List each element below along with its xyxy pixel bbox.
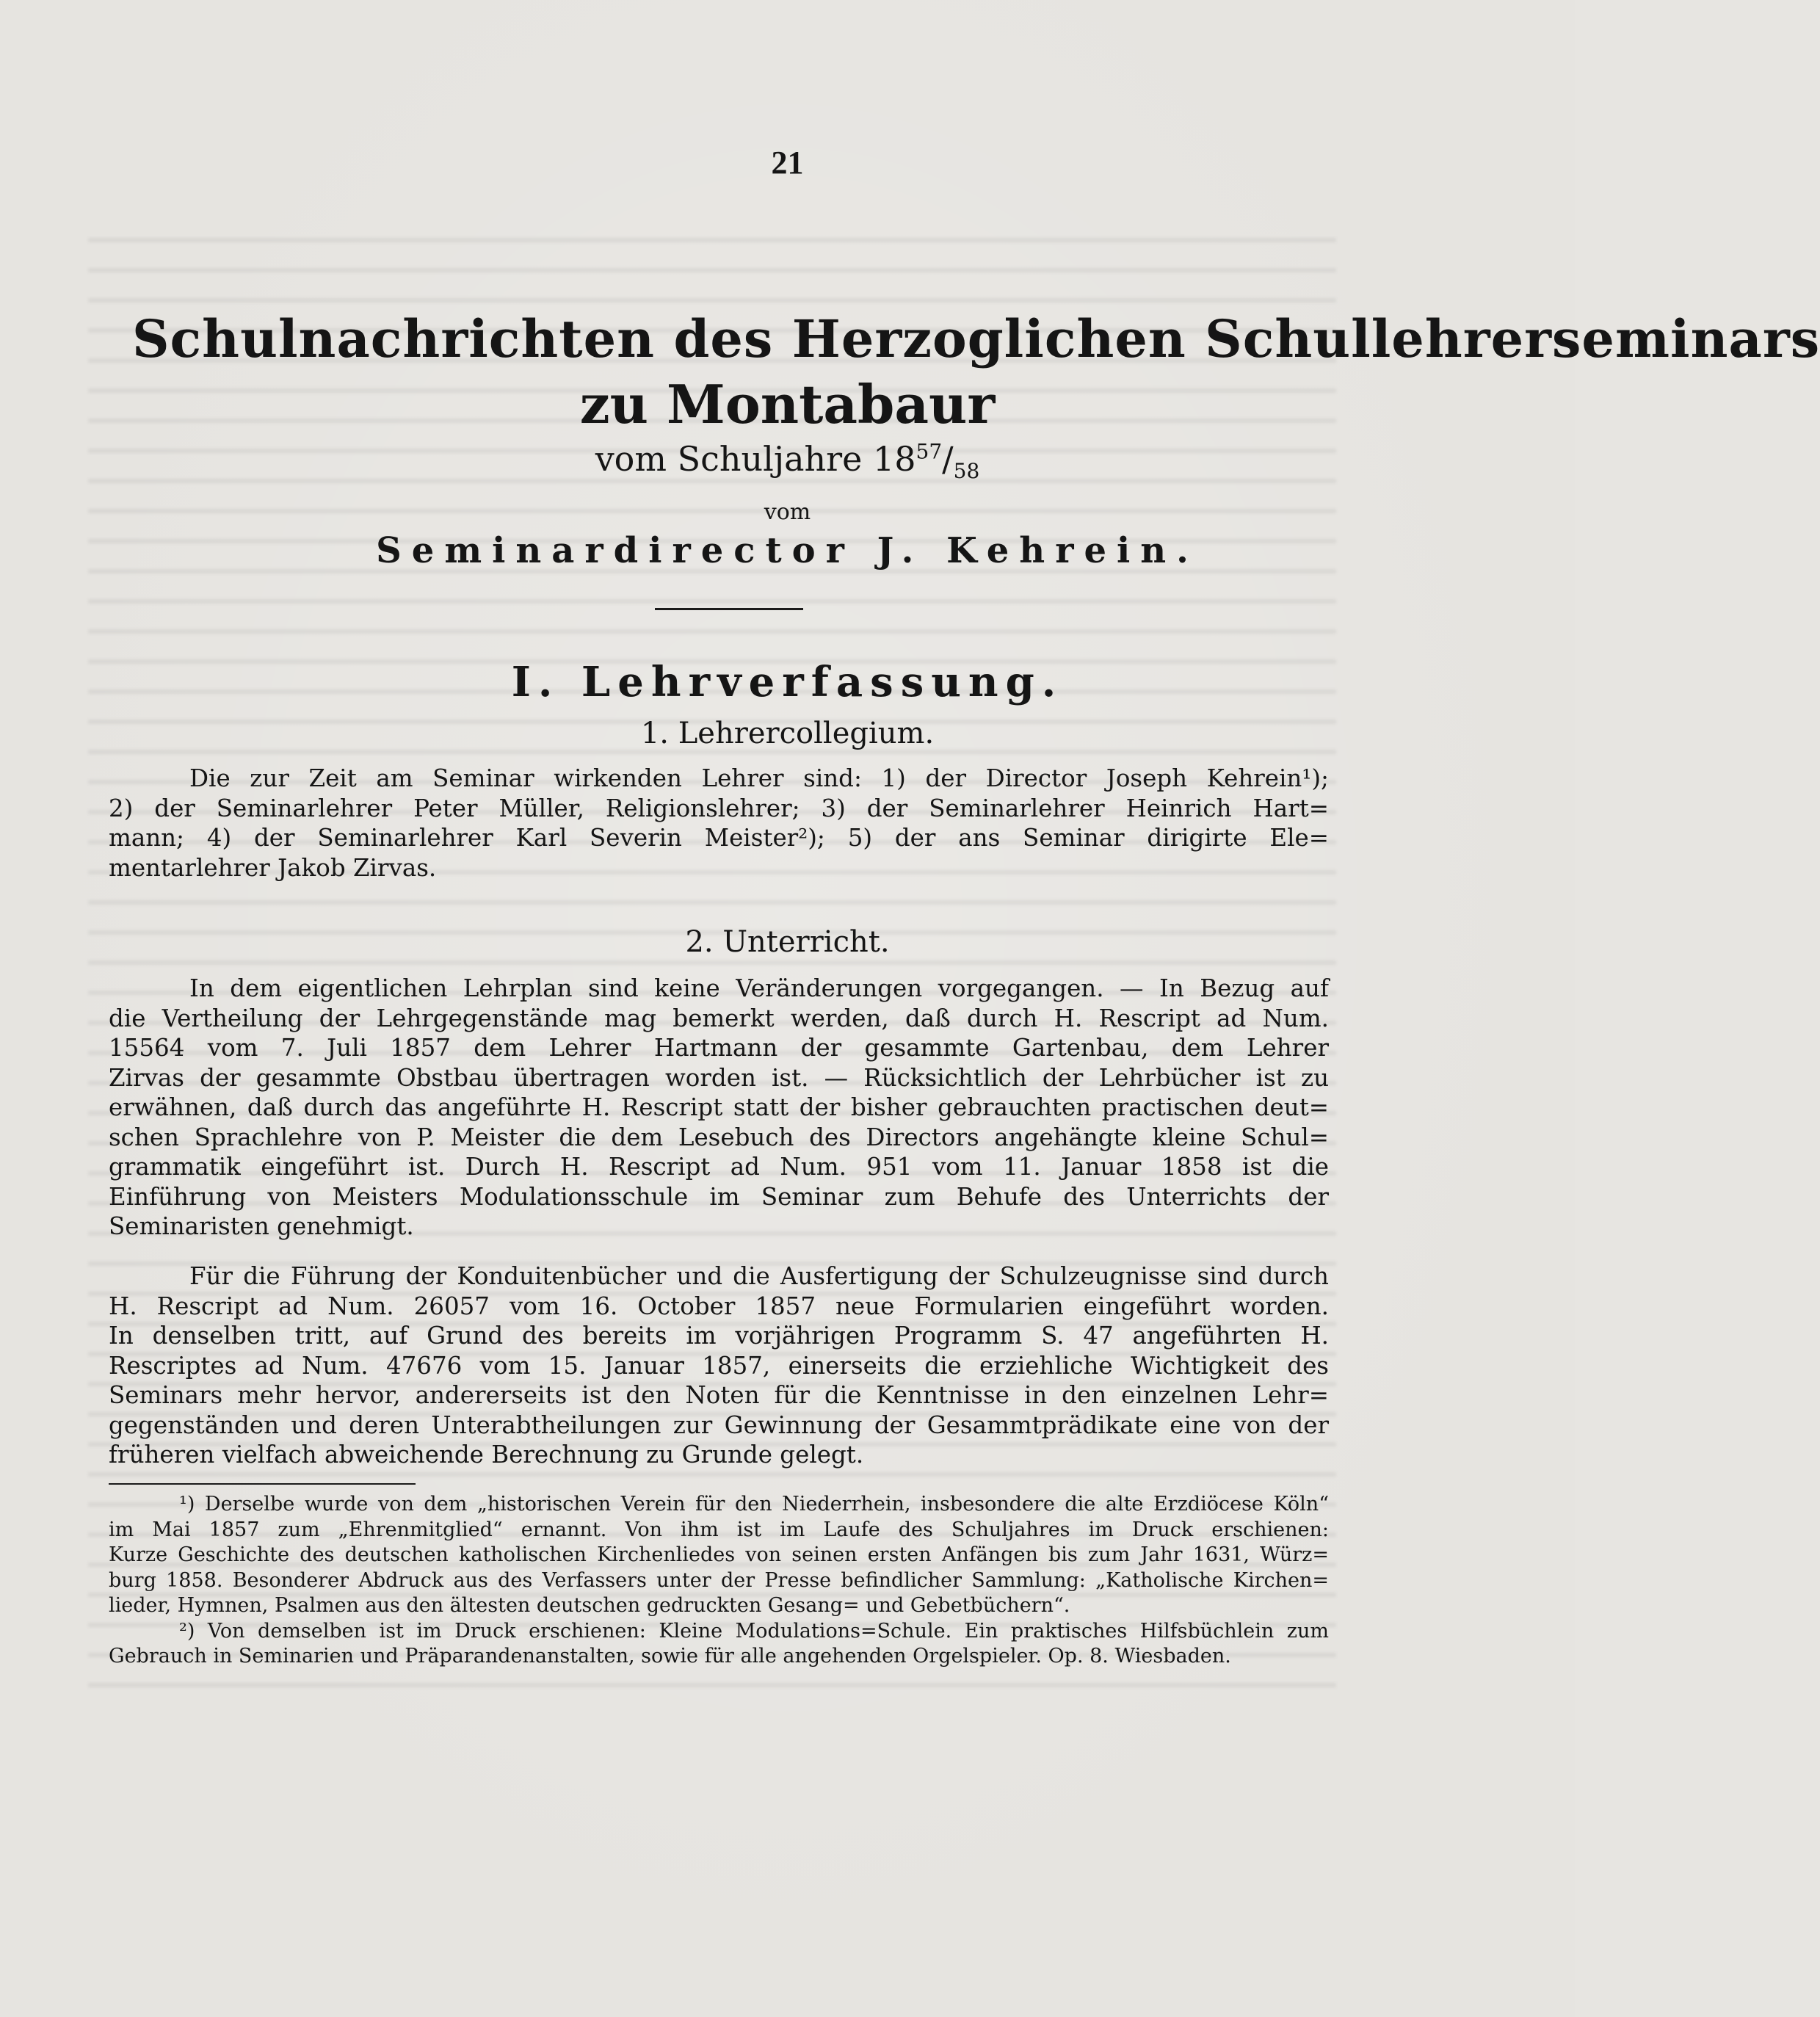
subsection-heading-1: 1. Lehrercollegium.: [640, 717, 935, 750]
paragraph-unterricht-1: [109, 974, 1329, 1242]
footnotes: [109, 1492, 1329, 1670]
title-year-slash: /: [942, 439, 954, 479]
title-year-numerator: 57: [916, 439, 943, 464]
footnote-line: lieder, Hymnen, Psalmen aus den ältesten deutschen gedruckten Gesang= und Gebetbüchern“.: [109, 1594, 1070, 1617]
text-line: erwähnen, daß durch das angeführte H. Rescript statt der bisher gebrauchten practischen deut=: [109, 1093, 1329, 1121]
subsection-heading-2: 2. Unterricht.: [685, 925, 890, 959]
footnote-divider: [109, 1483, 416, 1485]
text-line: Seminaristen genehmigt.: [109, 1212, 414, 1240]
section-heading: I. Lehrverfassung.: [511, 658, 1064, 706]
text-line: 2) der Seminarlehrer Peter Müller, Religionslehrer; 3) der Seminarlehrer Heinrich Hart=: [109, 794, 1329, 822]
footnote-line: Gebrauch in Seminarien und Präparandenanstalten, sowie für alle angehenden Orgelspieler. Op. 8. Wiesbaden.: [109, 1645, 1231, 1667]
title-line-2: zu Montabaur: [579, 373, 996, 435]
text-line: Rescriptes ad Num. 47676 vom 15. Januar 1857, einerseits die erziehliche Wichtigkeit des: [109, 1351, 1329, 1380]
text-line: mann; 4) der Seminarlehrer Karl Severin Meister²); 5) der ans Seminar dirigirte Ele=: [109, 824, 1329, 852]
title-year-denominator: 58: [953, 459, 980, 484]
text-line: gegenständen und deren Unterabtheilungen zur Gewinnung der Gesammtprädikate eine von der: [109, 1411, 1329, 1439]
text-line: Für die Führung der Konduitenbücher und die Ausfertigung der Schulzeugnisse sind durch: [189, 1262, 1329, 1290]
text-line: Seminars mehr hervor, andererseits ist den Noten für die Kenntnisse in den einzelnen Lehr=: [109, 1381, 1329, 1409]
title-divider: [655, 608, 803, 610]
text-line: In denselben tritt, auf Grund des bereits im vorjährigen Programm S. 47 angeführten H.: [109, 1322, 1329, 1350]
title-author: Seminardirector J. Kehrein.: [376, 530, 1199, 571]
text-line: Einführung von Meisters Modulationsschule im Seminar zum Behufe des Unterrichts der: [109, 1182, 1329, 1211]
text-line: Zirvas der gesammte Obstbau übertragen worden ist. — Rücksichtlich der Lehrbücher ist zu: [109, 1063, 1329, 1092]
title-line-3-prefix: vom Schuljahre 18: [595, 439, 916, 479]
title-line-3: [0, 439, 1575, 483]
footnote-line: Kurze Geschichte des deutschen katholischen Kirchenliedes von seinen ersten Anfängen bis zum Jahr 1631, Würz=: [109, 1543, 1329, 1566]
text-line: H. Rescript ad Num. 26057 vom 16. October 1857 neue Formularien eingeführt worden.: [109, 1292, 1329, 1320]
text-line: Die zur Zeit am Seminar wirkenden Lehrer sind: 1) der Director Joseph Kehrein¹);: [189, 764, 1329, 792]
title-line-1: Schulnachrichten des Herzoglichen Schullehrerseminars: [132, 308, 1820, 369]
text-line: schen Sprachlehre von P. Meister die dem Lesebuch des Directors angehängte kleine Schul=: [109, 1123, 1329, 1151]
text-line: 15564 vom 7. Juli 1857 dem Lehrer Hartmann der gesammte Gartenbau, dem Lehrer: [109, 1034, 1329, 1062]
paragraph-lehrercollegium: [109, 764, 1329, 883]
page-number: 21: [771, 145, 804, 181]
text-line: In dem eigentlichen Lehrplan sind keine Veränderungen vorgegangen. — In Bezug auf: [189, 974, 1329, 1002]
text-line: grammatik eingeführt ist. Durch H. Rescript ad Num. 951 vom 11. Januar 1858 ist die: [109, 1153, 1329, 1181]
footnote-line: ²) Von demselben ist im Druck erschienen: Kleine Modulations=Schule. Ein praktisches Hilfsbüchlein zum: [179, 1619, 1329, 1643]
title-line-4: vom: [764, 499, 811, 525]
text-line: mentarlehrer Jakob Zirvas.: [109, 853, 437, 882]
footnote-line: burg 1858. Besonderer Abdruck aus des Verfassers unter der Presse befindlicher Sammlung: „Katholische Kirchen=: [109, 1568, 1329, 1592]
text-line: früheren vielfach abweichende Berechnung zu Grunde gelegt.: [109, 1441, 864, 1469]
paragraph-unterricht-2: [109, 1261, 1329, 1470]
footnote-line: ¹) Derselbe wurde von dem „historischen Verein für den Niederrhein, insbesondere die alte Erzdiöcese Köln“: [179, 1493, 1329, 1516]
text-line: die Vertheilung der Lehrgegenstände mag bemerkt werden, daß durch H. Rescript ad Num.: [109, 1004, 1329, 1032]
footnote-line: im Mai 1857 zum „Ehrenmitglied“ ernannt. Von ihm ist im Laufe des Schuljahres im Druck erschienen:: [109, 1518, 1329, 1541]
